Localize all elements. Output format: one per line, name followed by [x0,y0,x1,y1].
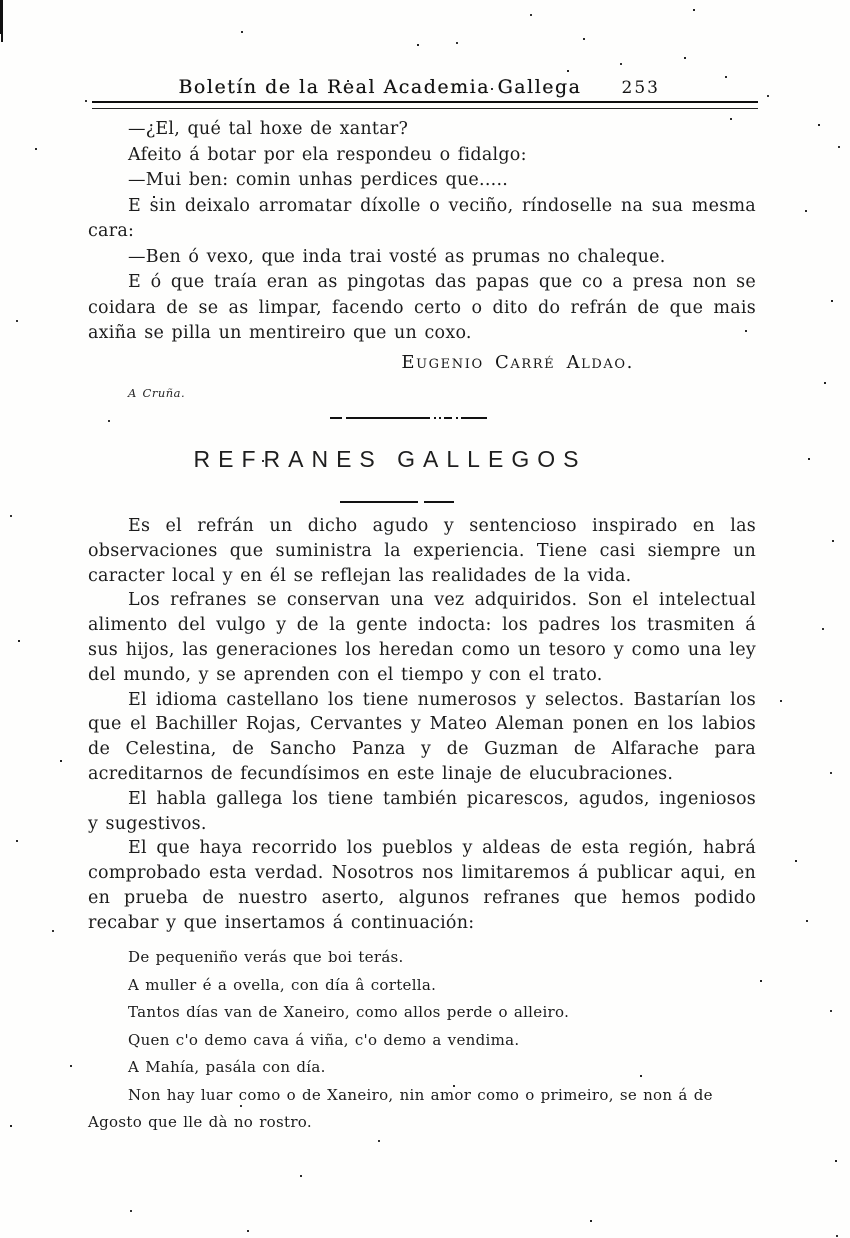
article-ending [88,117,756,407]
divider-dot [434,417,436,419]
dialogue-line: Afeito á botar por ela respondeu o fidalgo: [128,144,527,165]
divider-segment [444,417,452,419]
body-paragraph: E sin deixalo arromatar díxolle o veciño, ríndoselle na sua mesma cara: [88,195,756,241]
refran-item: Quen c'o demo cava á viña, c'o demo a vendima. [128,1030,520,1049]
body-paragraph: El habla gallega los tiene también picarescos, agudos, ingeniosos y sugestivos. [88,788,756,834]
article-body [88,514,756,936]
refran-item: De pequeniño verás que boi terás. [128,948,404,966]
body-paragraph: El idioma castellano los tiene numerosos y selectos. Bastarían los que el Bachiller Rojas, Cervantes y Mateo Aleman ponen en los labios de Celestina, de Sancho Panza y de Guzman de Alfarache para acreditarnos de fecundísimos en este linaje de elucubraciones. [88,689,756,784]
body-paragraph: Es el refrán un dicho agudo y sentencioso inspirado en las observaciones que suministra la experiencia. Tiene casi siempre un caracter local y en él se reflejan las realidades de la vida. [88,516,756,586]
body-paragraph: Los refranes se conservan una vez adquiridos. Son el intelectual alimento del vulgo y de la gente indocta: los padres los trasmiten á sus hijos, las generaciones los heredan como un tesoro y como una ley del mundo, y se aprenden con el tiempo y con el trato. [88,590,756,685]
header-rule [92,101,758,109]
section-divider [330,407,491,410]
divider-segment [330,417,342,419]
dialogue-line: —Mui ben: comin unhas perdices que..... [128,170,509,190]
author-signature: Eugenio Carré Aldao. [401,351,634,373]
body-paragraph: E ó que traía eran as pingotas das papas que co a presa non se coidara de se as limpar, facendo certo o dito do refrán de que mais axiña se pilla un mentireiro que un coxo. [88,272,756,343]
divider-segment [340,501,418,503]
refran-item: A Mahía, pasála con día. [128,1058,326,1076]
journal-title: Boletín de la Real Academia Gallega [178,76,582,98]
page-header [92,76,760,100]
section-title: REFRANES GALLEGOS [193,446,587,472]
body-paragraph: El que haya recorrido los pueblos y aldeas de esta región, habrá comprobado esta verdad. Nosotros nos limitaremos á publicar aqui, en en prueba de nuestro aserto, algunos refranes que hemos podido recabar y que insertamos á continuación: [88,838,756,933]
divider-segment [461,417,487,419]
title-divider [340,491,460,510]
page-number: 253 [621,78,660,98]
refran-item: Tantos días van de Xaneiro, como allos perde o alleiro. [128,1003,570,1021]
divider-segment [424,501,454,503]
dialogue-line: —Ben ó vexo, que inda trai vosté as prumas no chaleque. [128,246,666,267]
divider-dot [439,417,441,419]
dialogue-line: —¿El, qué tal hoxe de xantar? [128,119,409,139]
divider-dot [456,417,458,419]
scan-edge-artifact [1,0,3,12]
refran-item: Non hay luar como o de Xaneiro, nin amor como o primeiro, se non á de Agosto que lle dà no rostro. [88,1085,713,1131]
refranes-list [88,944,756,1137]
refran-item: A muller é a ovella, con día â cortella. [128,975,437,994]
place-note: A Cruña. [128,386,186,400]
divider-segment [346,417,430,419]
